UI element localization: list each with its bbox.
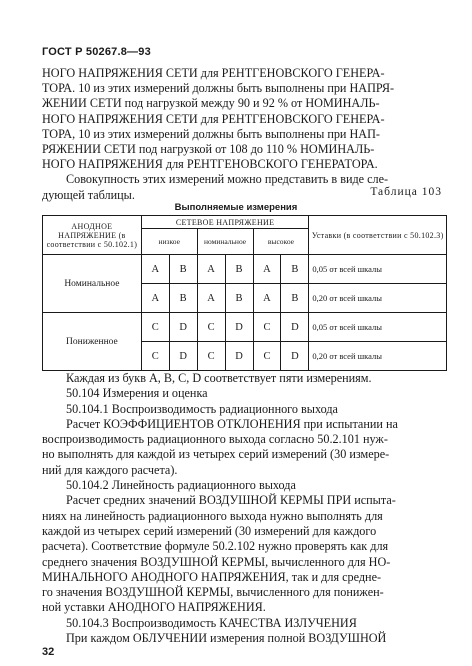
body-line: ной уставки АНОДНОГО НАПРЯЖЕНИЯ.	[42, 600, 266, 615]
tolerance-cell: 0,05 от всей шкалы	[309, 313, 447, 342]
table-cell: B	[281, 284, 309, 313]
table-cell: B	[169, 255, 197, 284]
table-cell: D	[281, 313, 309, 342]
body-line: 50.104.3 Воспроизводимость КАЧЕСТВА ИЗЛУЧЕНИЯ	[66, 615, 357, 630]
tolerance-cell: 0,05 от всей шкалы	[309, 255, 447, 284]
tolerance-cell: 0,20 от всей шкалы	[309, 342, 447, 371]
intro-line: ТОРА. 10 из этих измерений должны быть выполнены при НАПРЯ-	[42, 81, 395, 96]
body-line: Расчет КОЭФФИЦИЕНТОВ ОТКЛОНЕНИЯ при испытании на	[66, 416, 398, 431]
table-cell: B	[281, 255, 309, 284]
body-line: 50.104.2 Линейность радиационного выхода	[66, 478, 296, 493]
table-cell: C	[197, 313, 225, 342]
intro-line: ТОРА, 10 из этих измерений должны быть выполнены при НАП-	[42, 126, 380, 141]
table-title: Выполняемые измерения	[174, 202, 298, 213]
tolerance-cell: 0,20 от всей шкалы	[309, 284, 447, 313]
intro-line: Совокупность этих измерений можно представить в виде сле-	[66, 172, 389, 187]
table-cell: D	[169, 342, 197, 371]
measurements-table	[42, 215, 447, 371]
header-anode: АНОДНОЕ НАПРЯЖЕНИЕ (в соответствии с 50.102.1)	[43, 216, 142, 255]
body-line: Расчет средних значений ВОЗДУШНОЙ КЕРМЫ ПРИ испыта-	[66, 493, 396, 508]
table-cell: C	[141, 342, 169, 371]
intro-line: НОГО НАПРЯЖЕНИЯ для РЕНТГЕНОВСКОГО ГЕНЕРАТОРА.	[42, 157, 378, 172]
body-line: расчета). Соответствие формуле 50.2.102 нужно проверять как для	[42, 539, 389, 554]
body-line: МИНАЛЬНОГО АНОДНОГО НАПРЯЖЕНИЯ, так и для средне-	[42, 569, 382, 584]
table-cell: C	[253, 342, 281, 371]
table-cell: B	[225, 255, 253, 284]
header-tolerance: Уставки (в соответствии с 50.102.3)	[309, 216, 447, 255]
subheader-nominal: номинальное	[197, 229, 253, 255]
table-caption: Таблица 103	[370, 186, 442, 198]
subheader-high: высокое	[253, 229, 309, 255]
body-line: Каждая из букв А, В, С, D соответствует пяти измерениям.	[66, 371, 372, 385]
intro-line: НОГО НАПРЯЖЕНИЯ СЕТИ для РЕНТГЕНОВСКОГО ГЕНЕРА-	[42, 66, 385, 80]
page-number: 32	[42, 646, 55, 658]
body-line: но выполнять для каждой из четырех серий измерений (30 измере-	[42, 447, 390, 462]
table-cell: C	[197, 342, 225, 371]
table-cell: A	[197, 284, 225, 313]
table-cell: A	[141, 255, 169, 284]
intro-line: ЖЕНИИ СЕТИ под нагрузкой между 90 и 92 % от НОМИНАЛЬ-	[42, 96, 380, 111]
table-cell: D	[225, 313, 253, 342]
table-cell: A	[253, 255, 281, 284]
standard-header: ГОСТ Р 50267.8—93	[42, 46, 151, 58]
table-cell: D	[169, 313, 197, 342]
table-cell: B	[169, 284, 197, 313]
table-cell: D	[281, 342, 309, 371]
header-mains: СЕТЕВОЕ НАПРЯЖЕНИЕ	[141, 216, 309, 229]
intro-line: РЯЖЕНИИ СЕТИ под нагрузкой от 108 до 110 % НОМИНАЛЬ-	[42, 142, 375, 157]
table-cell: C	[253, 313, 281, 342]
body-text	[42, 371, 446, 646]
table-cell: A	[197, 255, 225, 284]
body-line: 50.104 Измерения и оценка	[66, 386, 208, 401]
table-cell: B	[225, 284, 253, 313]
body-line: воспроизводимость радиационного выхода согласно 50.2.101 нуж-	[42, 432, 388, 447]
body-line: ний для каждого расчета).	[42, 462, 178, 477]
body-line: ниях на линейность радиационного выхода нужно выполнять для	[42, 508, 383, 523]
intro-line: НОГО НАПРЯЖЕНИЯ СЕТИ для РЕНТГЕНОВСКОГО ГЕНЕРА-	[42, 111, 385, 126]
body-line: При каждом ОБЛУЧЕНИИ измерения полной ВОЗДУШНОЙ	[66, 631, 387, 646]
table-cell: A	[141, 284, 169, 313]
table-cell: C	[141, 313, 169, 342]
intro-line: дующей таблицы.	[42, 187, 135, 202]
row-mode-nominal: Номинальное	[43, 255, 142, 313]
table-cell: A	[253, 284, 281, 313]
intro-paragraph	[42, 66, 446, 203]
body-line: 50.104.1 Воспроизводимость радиационного выхода	[66, 401, 338, 416]
table-cell: D	[225, 342, 253, 371]
body-line: среднего значения ВОЗДУШНОЙ КЕРМЫ, вычисленного для НО-	[42, 554, 391, 569]
body-line: го значения ВОЗДУШНОЙ КЕРМЫ, вычисленного для понижен-	[42, 585, 384, 600]
row-mode-reduced: Пониженное	[43, 313, 142, 371]
body-line: каждой из четырех серий измерений (30 измерений для каждого	[42, 523, 377, 538]
subheader-low: низкое	[141, 229, 197, 255]
